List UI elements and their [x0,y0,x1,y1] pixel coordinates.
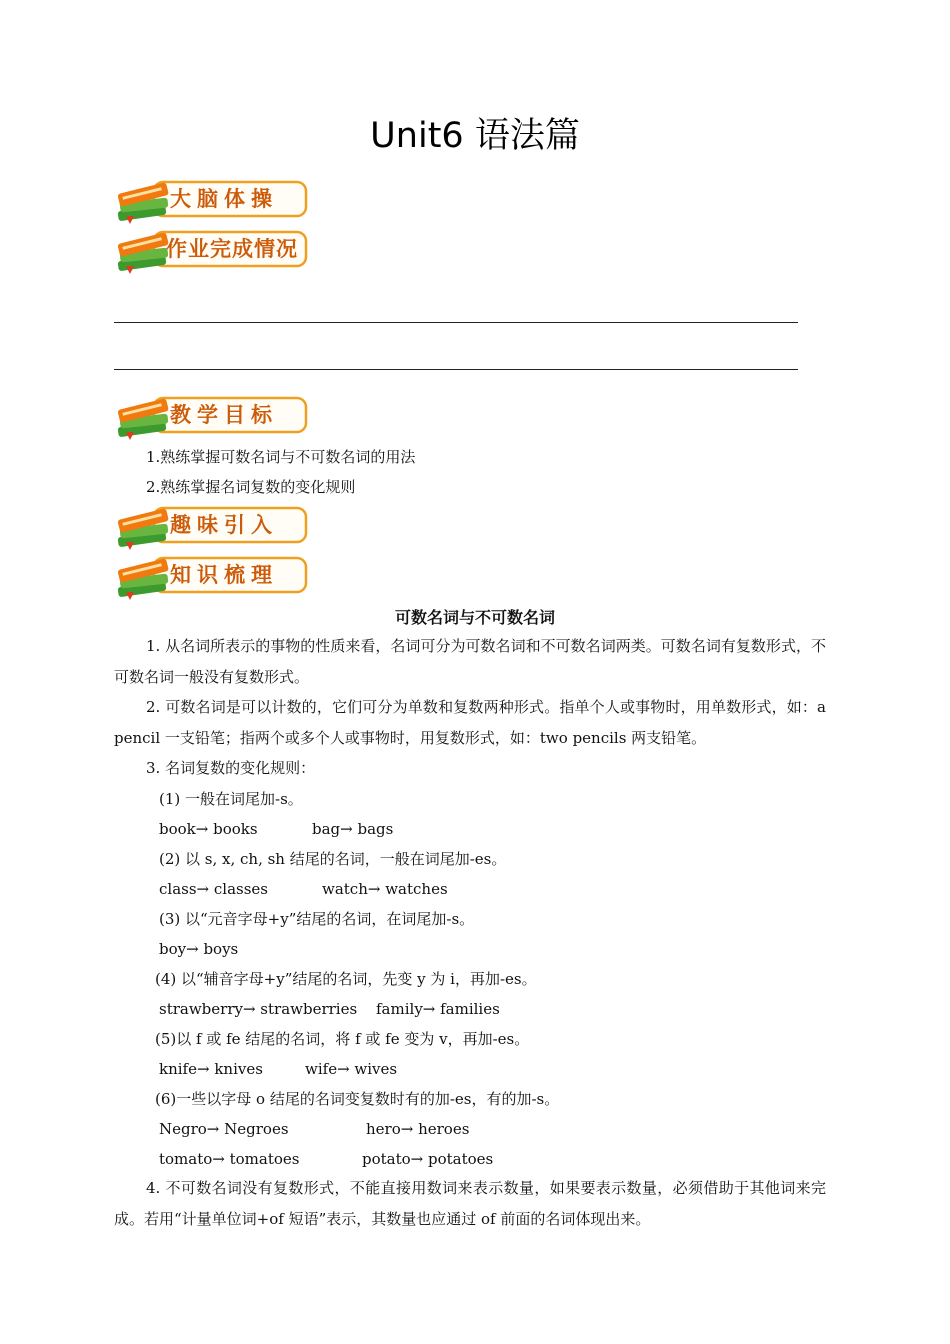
example: bag→ bags [312,820,394,838]
example: watch→ watches [322,880,448,898]
example: book→ books [159,820,258,838]
section-label: 教学目标 [170,403,278,427]
example: family→ families [376,1000,500,1018]
goal-item: 1.熟练掌握可数名词与不可数名词的用法 [146,448,416,466]
paragraph-1: 1. 从名词所表示的事物的性质来看，名词可分为可数名词和不可数名词两类。可数名词有复数形式，不可数名词一般没有复数形式。 [114,637,826,686]
example: knife→ knives [159,1060,263,1078]
rule-1: (1) 一般在词尾加-s。 [159,790,303,808]
rule-2: (2) 以 s, x, ch, sh 结尾的名词，一般在词尾加-es。 [159,850,507,868]
paragraph-3: 3. 名词复数的变化规则： [146,759,316,777]
rule-5: (5)以 f 或 fe 结尾的名词，将 f 或 fe 变为 v，再加-es。 [155,1030,530,1048]
rule-4: (4) 以“辅音字母+y”结尾的名词，先变 y 为 i，再加-es。 [155,970,537,988]
section-label: 趣味引入 [170,513,278,537]
section-badge-intro [114,504,314,550]
example: hero→ heroes [366,1120,470,1138]
example: potato→ potatoes [362,1150,494,1168]
rule-6: (6)一些以字母 o 结尾的名词变复数时有的加-es，有的加-s。 [155,1090,560,1108]
answer-line [114,322,798,323]
example: strawberry→ strawberries [159,1000,358,1018]
section-badge-homework [114,228,314,274]
page-title: Unit6 语法篇 [370,116,580,156]
answer-line [114,369,798,370]
example: Negro→ Negroes [159,1120,289,1138]
section-label: 作业完成情况 [166,237,298,261]
section-label: 大脑体操 [170,187,278,211]
section-badge-knowledge [114,554,314,600]
example: boy→ boys [159,940,239,958]
example: wife→ wives [305,1060,398,1078]
paragraph-4: 4. 不可数名词没有复数形式，不能直接用数词来表示数量，如果要表示数量，必须借助于其他词来完成。若用“计量单位词+of 短语”表示，其数量也应通过 of 前面的名词体现出来。 [114,1179,826,1228]
section-badge-brain [114,178,314,224]
example: class→ classes [159,880,268,898]
section-label: 知识梳理 [170,563,278,587]
section-heading: 可数名词与不可数名词 [394,608,555,627]
rule-3: (3) 以“元音字母+y”结尾的名词，在词尾加-s。 [159,910,475,928]
paragraph-2: 2. 可数名词是可以计数的，它们可分为单数和复数两种形式。指单个人或事物时，用单数形式，如：a pencil 一支铅笔；指两个或多个人或事物时，用复数形式，如：two pencils 两支铅笔。 [114,698,826,747]
section-badge-goals [114,394,314,440]
goal-item: 2.熟练掌握名词复数的变化规则 [146,478,356,496]
example: tomato→ tomatoes [159,1150,300,1168]
